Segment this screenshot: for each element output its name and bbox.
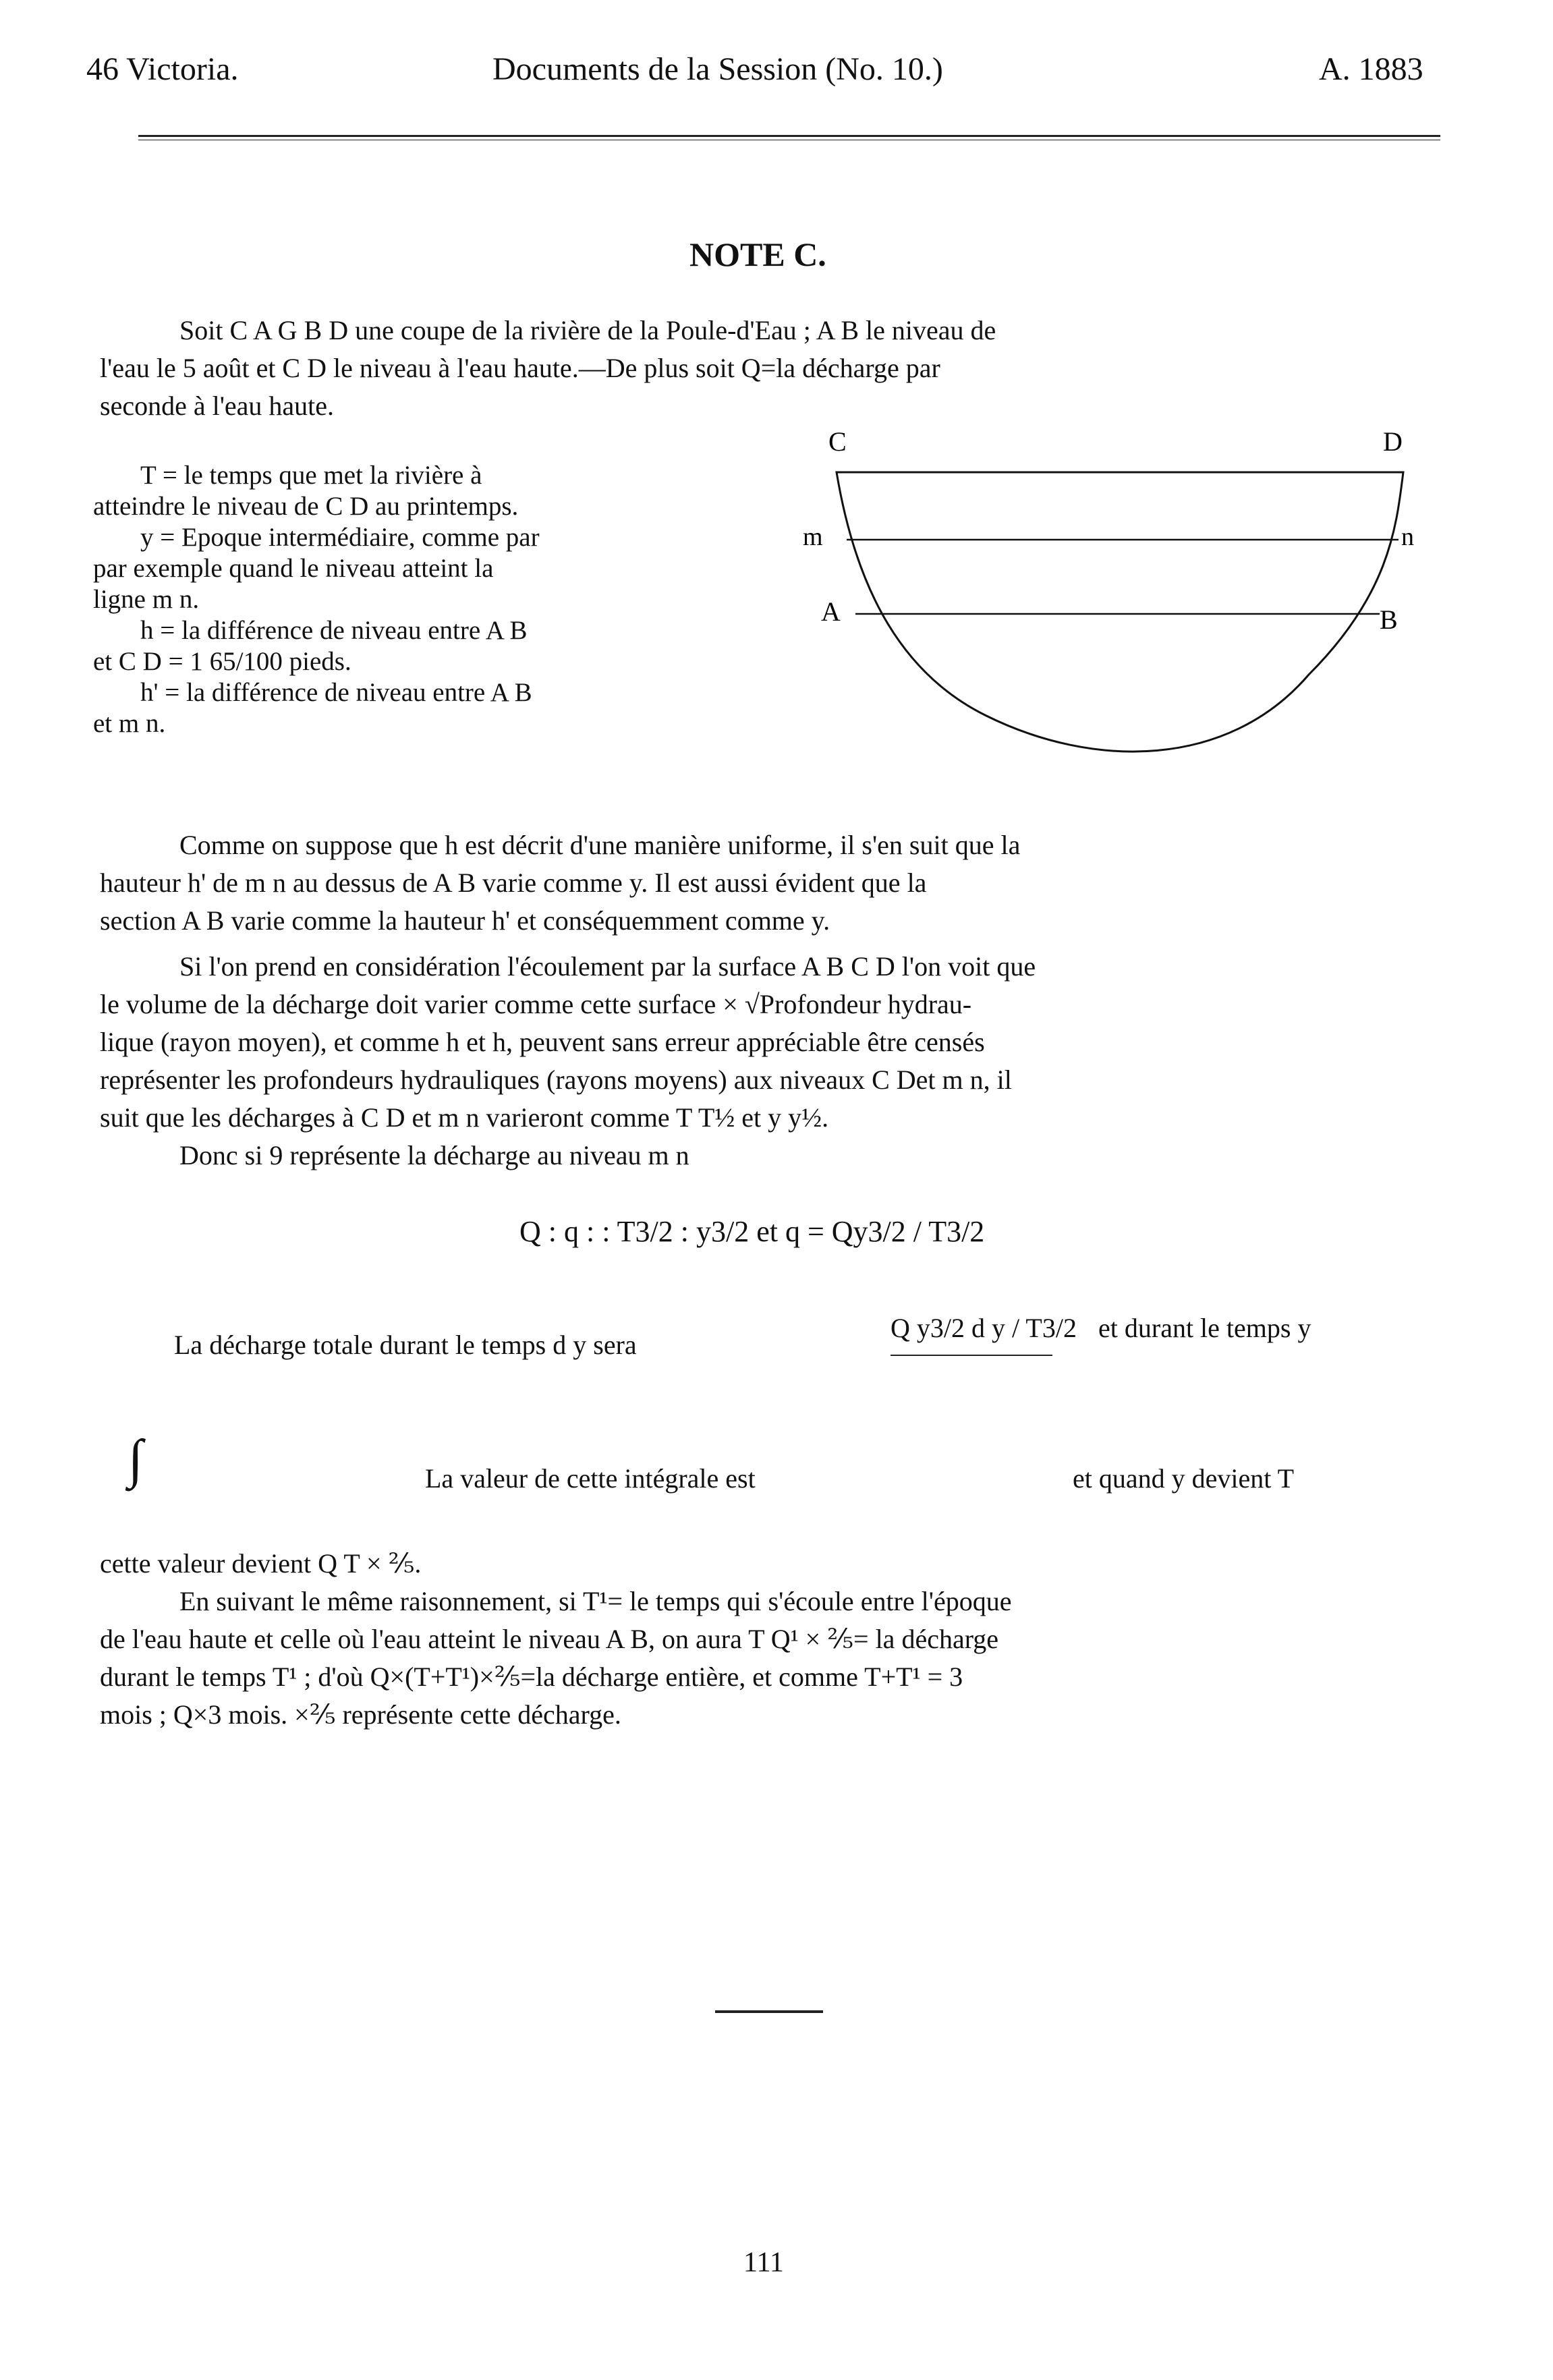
p2-line: lique (rayon moyen), et comme h et h, peuvent sans erreur appréciable être censés — [100, 1027, 985, 1057]
equation-2-text: La décharge totale durant le temps d y sera — [174, 1330, 637, 1360]
paragraph-2 — [100, 948, 1439, 1174]
label-n: n — [1401, 523, 1414, 551]
paragraph-1 — [100, 826, 1439, 940]
label-d: D — [1383, 426, 1403, 457]
definition-line: T = le temps que met la rivière à — [140, 461, 482, 490]
p2-line: représenter les profondeurs hydrauliques (rayons moyens) aux niveaux C Det m n, il — [100, 1065, 1012, 1095]
intro-paragraph — [100, 312, 1439, 425]
river-cross-section-diagram — [796, 418, 1444, 823]
p2-line: Si l'on prend en considération l'écoulement par la surface A B C D l'on voit que — [179, 951, 1036, 982]
header-rule — [138, 135, 1440, 137]
intro-line: l'eau le 5 août et C D le niveau à l'eau haute.—De plus soit Q=la décharge par — [100, 353, 940, 383]
p1-line: section A B varie comme la hauteur h' et conséquemment comme y. — [100, 905, 830, 936]
header-center: Documents de la Session (No. 10.) — [492, 51, 943, 87]
definition-line: atteindre le niveau de C D au printemps. — [93, 492, 519, 521]
p2-line: Donc si 9 représente la décharge au niveau m n — [179, 1140, 689, 1170]
p3-line: de l'eau haute et celle où l'eau atteint le niveau A B, on aura T Q¹ × ⅖= la décharge — [100, 1624, 999, 1654]
definition-line: et m n. — [93, 709, 166, 738]
label-b: B — [1380, 604, 1398, 635]
paragraph-3 — [100, 1545, 1439, 1734]
definition-line: y = Epoque intermédiaire, comme par — [140, 523, 540, 552]
page-title: NOTE C. — [689, 235, 826, 273]
equation-3-text: La valeur de cette intégrale est — [425, 1463, 756, 1494]
label-a: A — [821, 596, 841, 627]
equation-3-tail: et quand y devient T — [1073, 1463, 1295, 1494]
definition-line: h = la différence de niveau entre A B — [140, 616, 528, 645]
p3-line: durant le temps T¹ ; d'où Q×(T+T¹)×⅖=la décharge entière, et comme T+T¹ = 3 — [100, 1662, 963, 1692]
intro-line: seconde à l'eau haute. — [100, 391, 335, 421]
p2-line: suit que les décharges à C D et m n varieront comme T T½ et y y½. — [100, 1102, 829, 1133]
label-c: C — [828, 426, 847, 457]
equation-2-fraction: Q y3/2 d y / T3/2 — [891, 1313, 1077, 1343]
closing-rule — [715, 2010, 823, 2013]
river-section-outline — [837, 472, 1403, 752]
p3-line: mois ; Q×3 mois. ×⅖ représente cette décharge. — [100, 1699, 621, 1730]
integral-sign: ∫ — [128, 1429, 143, 1489]
page-number: 111 — [743, 2247, 784, 2278]
definitions — [93, 460, 774, 739]
p1-line: hauteur h' de m n au dessus de A B varie comme y. Il est aussi évident que la — [100, 868, 927, 898]
p3-line: cette valeur devient Q T × ⅖. — [100, 1548, 422, 1579]
p3-line: En suivant le même raisonnement, si T¹= le temps qui s'écoule entre l'époque — [179, 1586, 1012, 1616]
equation-2-tail: et durant le temps y — [1098, 1313, 1311, 1343]
p2-line: le volume de la décharge doit varier comme cette surface × √Profondeur hydrau- — [100, 989, 972, 1019]
definition-line: ligne m n. — [93, 585, 200, 614]
intro-line: Soit C A G B D une coupe de la rivière de la Poule-d'Eau ; A B le niveau de — [179, 315, 996, 345]
definition-line: h' = la différence de niveau entre A B — [140, 678, 532, 707]
header-left: 46 Victoria. — [86, 51, 239, 87]
definition-line: par exemple quand le niveau atteint la — [93, 554, 494, 583]
equation-proportion: Q : q : : T3/2 : y3/2 et q = Qy3/2 / T3/2 — [519, 1215, 985, 1248]
equation-2-fraction-bar — [891, 1355, 1052, 1356]
label-m: m — [803, 523, 823, 551]
definition-line: et C D = 1 65/100 pieds. — [93, 647, 351, 676]
p1-line: Comme on suppose que h est décrit d'une manière uniforme, il s'en suit que la — [179, 830, 1021, 860]
header-right: A. 1883 — [1319, 51, 1423, 87]
